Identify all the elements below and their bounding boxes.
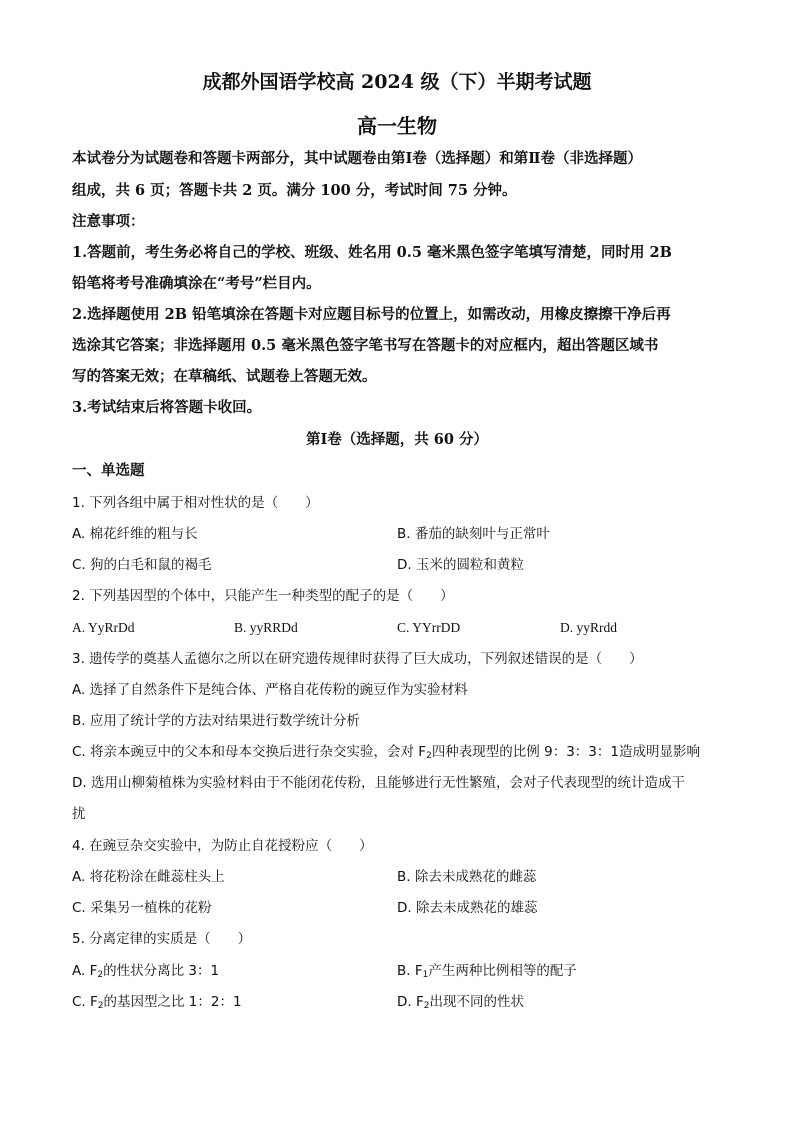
question-5-stem: 5. 分离定律的实质是（ ） (72, 931, 252, 947)
question-5-option-c: C. $F_2$的基因型之比 1：2：1 (72, 994, 242, 1011)
question-5-option-b: B. $F_1$产生两种比例相等的配子 (397, 963, 577, 980)
question-3-stem: 3. 遗传学的奠基人孟德尔之所以在研究遗传规律时获得了巨大成功，下列叙述错误的是（ ） (72, 651, 643, 667)
question-1-stem: 1. 下列各组中属于相对性状的是（ ） (72, 495, 319, 511)
section-heading-single-choice: 一、单选题 (72, 462, 145, 479)
question-4-stem: 4. 在豌豆杂交实验中，为防止自花授粉应（ ） (72, 838, 373, 854)
exam-title: 成都外国语学校高 2024 级（下）半期考试题 (202, 71, 592, 93)
notice-item-2-line-3: 写的答案无效；在草稿纸、试题卷上答题无效。 (72, 368, 377, 385)
question-4-option-c: C. 采集另一植株的花粉 (72, 900, 212, 916)
question-4-option-d: D. 除去未成熟花的雄蕊 (397, 900, 538, 916)
question-2-option-b: B. yyRRDd (234, 620, 298, 635)
notice-item-3: 3.考试结束后将答题卡收回。 (72, 399, 262, 416)
notice-item-1-line-1: 1.答题前，考生务必将自己的学校、班级、姓名用 0.5 毫米黑色签字笔填写清楚，同时用 2B (72, 244, 672, 261)
notice-item-2-line-1: 2.选择题使用 2B 铅笔填涂在答题卡对应题目标号的位置上，如需改动，用橡皮擦擦干净后再 (72, 306, 671, 323)
question-3-option-d-line-1: D. 选用山柳菊植株为实验材料由于不能闭花传粉，且能够进行无性繁殖，会对子代表现型的统计造成干 (72, 775, 685, 791)
question-1-option-a: A. 棉花纤维的粗与长 (72, 526, 198, 542)
question-2-stem: 2. 下列基因型的个体中，只能产生一种类型的配子的是（ ） (72, 588, 454, 604)
question-2-option-a: A. YyRrDd (72, 620, 135, 635)
question-1-option-d: D. 玉米的圆粒和黄粒 (397, 557, 524, 573)
question-4-option-b: B. 除去未成熟花的雌蕊 (397, 869, 537, 885)
question-2-option-c: C. YYrrDD (397, 620, 461, 635)
question-2-option-d: D. yyRrdd (560, 620, 617, 635)
notice-item-1-line-2: 铅笔将考号准确填涂在“考号”栏目内。 (72, 275, 321, 292)
exam-subject: 高一生物 (357, 114, 437, 138)
intro-line-1: 本试卷分为试题卷和答题卡两部分，其中试题卷由第Ⅰ卷（选择题）和第Ⅱ卷（非选择题） (72, 150, 642, 167)
intro-line-2: 组成，共 6 页；答题卡共 2 页。满分 100 分，考试时间 75 分钟。 (72, 182, 517, 199)
notice-item-2-line-2: 选涂其它答案；非选择题用 0.5 毫米黑色签字笔书写在答题卡的对应框内，超出答题区域书 (72, 337, 659, 354)
question-5-option-d: D. $F_2$出现不同的性状 (397, 994, 524, 1011)
question-1-option-c: C. 狗的白毛和鼠的褐毛 (72, 557, 212, 573)
question-5-option-a: A. $F_2$的性状分离比 3：1 (72, 963, 220, 980)
question-1-option-b: B. 番茄的缺刻叶与正常叶 (397, 526, 550, 542)
question-4-option-a: A. 将花粉涂在雌蕊柱头上 (72, 869, 225, 885)
notice-heading: 注意事项： (72, 213, 145, 230)
question-3-option-b: B. 应用了统计学的方法对结果进行数学统计分析 (72, 713, 360, 729)
question-3-option-c: C. 将亲本豌豆中的父本和母本交换后进行杂交实验，会对 $F_2$四种表现型的比例 9：3：3：1造成明显影响 (72, 744, 700, 761)
question-3-option-a: A. 选择了自然条件下是纯合体、严格自花传粉的豌豆作为实验材料 (72, 682, 468, 698)
part-1-title: 第Ⅰ卷（选择题，共 60 分） (305, 431, 489, 448)
question-3-option-d-line-2: 扰 (72, 806, 86, 822)
